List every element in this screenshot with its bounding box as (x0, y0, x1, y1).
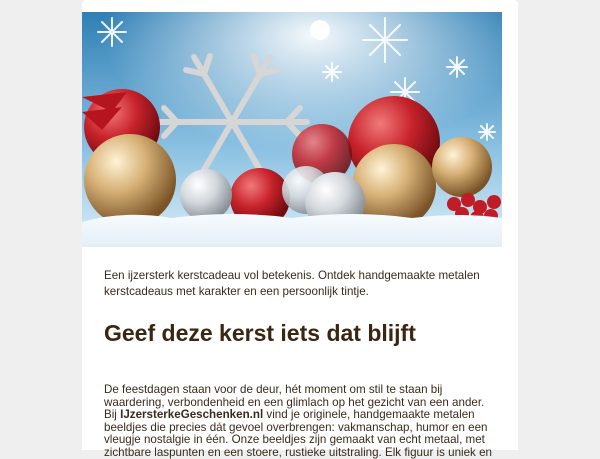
christmas-baubles-image (82, 12, 502, 247)
body-rest: vind je originele, handgemaakte metalen beeldjes die precies dát gevoel overbrengen: vakmanschap, humor en een vleugje nostalgie in één. Onze beeldjes zijn gemaakt van echt metaal, met zichtbare laspunten en een stoere, rustieke uitstraling. Elk figuur is uniek en (104, 408, 492, 459)
hero-image (82, 12, 502, 247)
body-line-1: De feestdagen staan voor de deur, hét moment om stil te staan bij waardering, verbondenheid en een glimlach op het gezicht van een ander. (104, 383, 485, 409)
email-card (82, 0, 518, 459)
brand-name: IJzersterkeGeschenken.nl (120, 408, 264, 421)
page-title: Geef deze kerst iets dat blijft (104, 320, 416, 346)
body-paragraph (104, 384, 502, 459)
intro-text: Een ijzersterk kerstcadeau vol betekenis. Ontdek handgemaakte metalen kerstcadeaus met karakter en een persoonlijk tintje. (104, 269, 480, 298)
body-prefix: Bij (104, 408, 121, 421)
